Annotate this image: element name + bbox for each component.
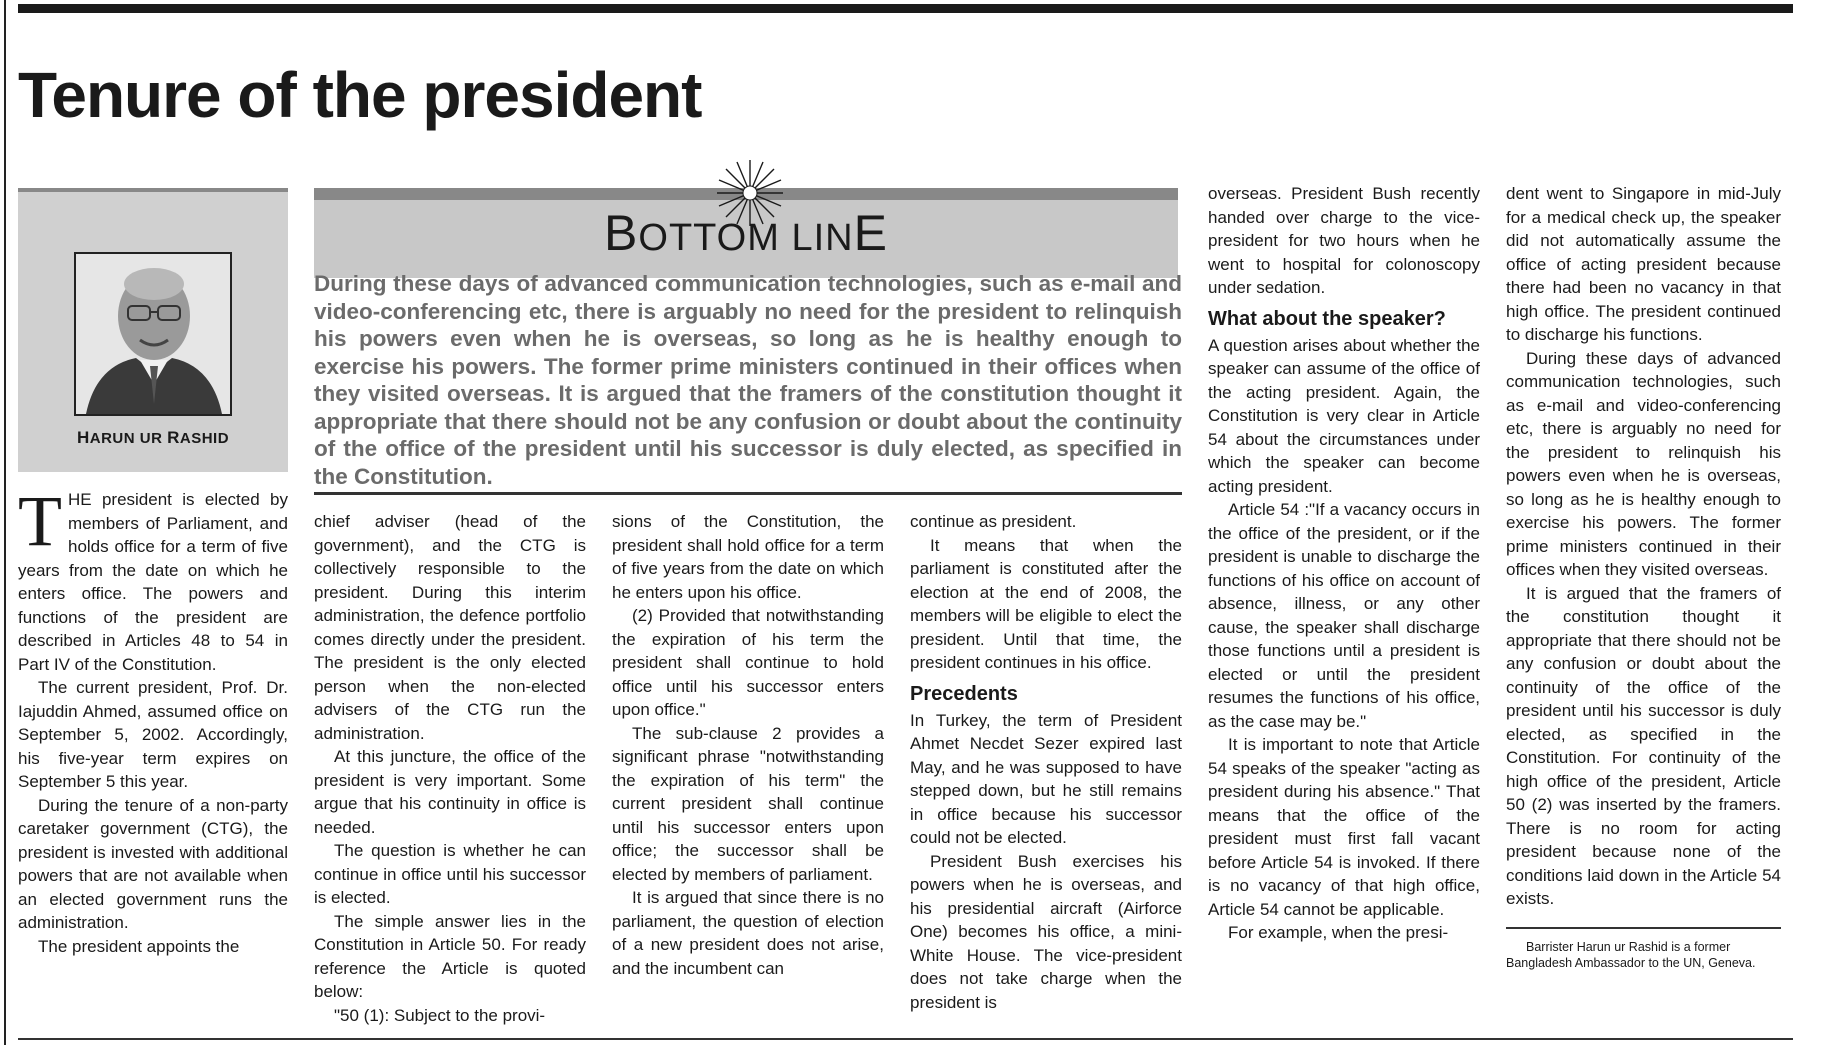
paragraph: The current president, Prof. Dr. Iajuddin Ahmed, assumed office on September 5, 2002. Accordingly, his five-year term expires on September 5 this year. bbox=[18, 678, 288, 791]
subheading-speaker: What about the speaker? bbox=[1208, 307, 1446, 330]
left-border-rule bbox=[4, 0, 6, 1045]
author-box bbox=[18, 188, 288, 472]
paragraph: During the tenure of a non-party caretaker government (CTG), the president is invested with additional powers that are not available when an elected government runs the administration. bbox=[18, 795, 288, 932]
author-bio: Barrister Harun ur Rashid is a former Bangladesh Ambassador to the UN, Geneva. bbox=[1506, 939, 1756, 970]
paragraph: For example, when the presi- bbox=[1228, 923, 1449, 942]
drop-cap: T bbox=[18, 481, 62, 561]
column-4 bbox=[910, 510, 1182, 1014]
paragraph: sions of the Constitution, the president shall hold office for a term of five years from the date on which he enters upon his office. bbox=[612, 512, 884, 602]
paragraph: HE president is elected by members of Parliament, and holds office for a term of five years from the date on which he enters office. The powers and functions of the president are described in Articles 48 to 54 in Part IV of the Constitution. bbox=[18, 490, 288, 674]
paragraph: In Turkey, the term of President Ahmet Necdet Sezer expired last May, and he was supposed to have stepped down, but he still remains in office because his successor could not be elected. bbox=[910, 710, 1182, 847]
paragraph: chief adviser (head of the government), and the CTG is collectively responsible to the president. During this interim administration, the defence portfolio comes directly under the president. The president is the only elected person when the non-elected advisers of the CTG run the administration. bbox=[314, 512, 586, 743]
paragraph: continue as president. bbox=[910, 512, 1077, 531]
paragraph: It is argued that the framers of the constitution thought it appropriate that there should not be any confusion or doubt about the continuity of the office of the president until his successor is duly elected, as specified in the Constitution. For continuity of the high office of the president, Article 50 (2) was inserted by the framers. There is no room for acting president because none of the conditions laid down in the Article 54 exists. bbox=[1506, 583, 1781, 908]
subheading-precedents: Precedents bbox=[910, 682, 1018, 705]
pull-quote: During these days of advanced communication technologies, such as e-mail and video-conferencing etc, there is arguably no need for the president to relinquish his powers even when he is overseas, so long as he is healthy enough to exercise his powers. The former prime ministers continued in their offices when they visited overseas. It is argued that the framers of the constitution thought it appropriate that there should not be any confusion or doubt about the continuity of the office of the president until his successor is duly elected, as specified in the Constitution. bbox=[314, 271, 1182, 489]
bottom-rule bbox=[18, 1038, 1793, 1040]
headline: Tenure of the president bbox=[18, 59, 702, 131]
paragraph: The simple answer lies in the Constitution in Article 50. For ready reference the Article is quoted below: bbox=[314, 911, 586, 1001]
column-1 bbox=[18, 481, 288, 958]
paragraph: It means that when the parliament is constituted after the election at the end of 2008, the members will be eligible to elect the president. Until that time, the president continues in his office. bbox=[910, 535, 1182, 672]
paragraph: dent went to Singapore in mid-July for a medical check up, the speaker did not automatically assume the office of acting president because there had been no vacancy in that high office. The president continued to discharge his functions. bbox=[1506, 184, 1781, 344]
paragraph: The question is whether he can continue in office until his successor is elected. bbox=[314, 841, 586, 907]
author-portrait-image bbox=[76, 254, 230, 414]
banner-title: BOTTOM LINE bbox=[604, 205, 888, 261]
paragraph: The president appoints the bbox=[38, 936, 240, 956]
column-5 bbox=[1208, 182, 1480, 945]
paragraph: At this juncture, the office of the president is very important. Some argue that his continuity in office is needed. bbox=[314, 747, 586, 837]
top-rule bbox=[18, 4, 1793, 13]
column-6 bbox=[1506, 182, 1781, 971]
paragraph: It is argued that since there is no parliament, the question of election of a new president does not arise, and the incumbent can bbox=[612, 888, 884, 978]
paragraph: A question arises about whether the speaker can assume of the office of the acting president. Again, the Constitution is very clear in Article 54 about the circumstances under which the speaker can become acting president. bbox=[1208, 335, 1480, 496]
paragraph: "50 (1): Subject to the provi- bbox=[334, 1005, 546, 1025]
paragraph: President Bush exercises his powers when he is overseas, and his presidential aircraft (Airforce One) becomes his office, a mini-White House. The vice-president does not take charge when the president is bbox=[910, 851, 1182, 1012]
paragraph: Article 54 :"If a vacancy occurs in the office of the president, or if the president is unable to discharge the functions of his office on account of absence, illness, or any other cause, the speaker shall discharge those functions until a president is elected or until the president resumes the functions of his office, as the case may be." bbox=[1208, 500, 1480, 731]
paragraph: It is important to note that Article 54 speaks of the speaker "acting as president during his absence." That means that the office of the president must first fall vacant before Article 54 is invoked. If there is no vacancy of that high office, Article 54 cannot be applicable. bbox=[1208, 735, 1480, 919]
paragraph: (2) Provided that notwithstanding the expiration of his term the president shall continue to hold office until his successor enters upon office." bbox=[612, 606, 884, 719]
column-2 bbox=[314, 510, 586, 1027]
column-3 bbox=[612, 510, 884, 980]
author-byline: HARUN UR RASHID bbox=[76, 428, 230, 447]
bio-rule bbox=[1506, 927, 1781, 929]
author-photo bbox=[74, 252, 232, 416]
paragraph: During these days of advanced communication technologies, such as e-mail and video-conferencing etc, there is arguably no need for the president to relinquish his powers even when he is overseas, so long as he is healthy enough to exercise his powers. The former prime ministers continued in their offices when they visited overseas. bbox=[1506, 348, 1781, 579]
pull-quote-rule bbox=[314, 492, 1182, 495]
paragraph: overseas. President Bush recently handed over charge to the vice-president for two hours when he went to hospital for colonoscopy under sedation. bbox=[1208, 184, 1480, 297]
paragraph: The sub-clause 2 provides a significant phrase "notwithstanding the expiration of his term" the current president shall continue until his successor enters upon office; the successor shall be elected by members of parliament. bbox=[612, 723, 884, 884]
